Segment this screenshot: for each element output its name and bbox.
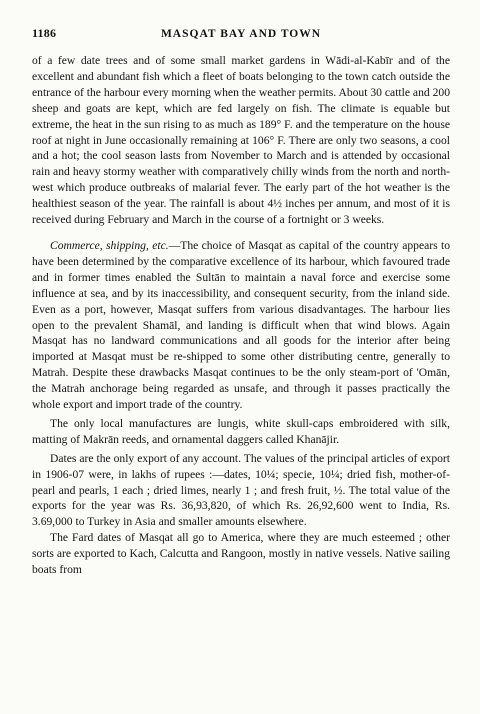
paragraph-dates: The Fard dates of Masqat all go to America, where they are much esteemed ; other sorts are exported to Kach, Calcutta and Rangoon, mostly in native vessels. Native sailing boats from (32, 531, 450, 577)
page-header (32, 26, 450, 41)
paragraph-manufactures: The only local manufactures are lungis, white skull-caps embroidered with silk, matting of Makrān reeds, and ornamental daggers called Khanājir. (32, 416, 450, 446)
running-title: MASQAT BAY AND TOWN (160, 28, 322, 40)
paragraph-climate: of a few date trees and of some small market gardens in Wādi-al-Kabīr and of the excellent and abundant fish which a fleet of boats belonging to the town catch outside the entrance of the harbour every morning when the weather permits. About 30 cattle and 200 sheep and goats are kept, which are fed largely on fish. The climate is equable but extreme, the heat in the sun rising to as much as 189° F. and the temperature on the house roof at night in June occasionally remaining at 106° F. There are only two seasons, a cool and a hot; the cool season lasts from November to March and is attended by occasional rain and heavy stormy weather with comparatively chilly winds from the north and north-west which produce outbreaks of malarial fever. The early part of the hot weather is the healthiest season of the year. The rainfall is about 4½ inches per annum, and most of it is received during February and March in the course of a fortnight or 3 weeks. (32, 54, 450, 227)
paragraph-commerce (32, 238, 450, 413)
paragraph-commerce-text: —The choice of Masqat as capital of the country appears to have been determined by the comparative excellence of its harbour, which favoured trade and in former times enabled the Sultān to maintain a naval force and exercise some influence at sea, and by its inaccessibility, and consequent security, from the inland side. Even as a port, however, Masqat suffers from various disadvantages. The harbour lies open to the prevalent Shamāl, and landing is difficult when that wind blows. Again Masqat has no landward communications and all goods for the interior after being imported at Masqat must be re-shipped to some other distributing centre, generally to Matrah. Despite these drawbacks Masqat continues to be the only steam-port of 'Omān, the Matrah anchorage being regarded as unsafe, and through it passes practically the whole export and import trade of the country. (32, 238, 450, 412)
section-heading-commerce: Commerce, shipping, etc. (50, 238, 169, 252)
page-number: 1186 (32, 26, 57, 40)
paragraph-exports: Dates are the only export of any account. The values of the principal articles of export in 1906-07 were, in lakhs of rupees :—dates, 10¼; specie, 10¼; dried fish, mother-of-pearl and pearls, 1 each ; dried limes, nearly 1 ; and fresh fruit, ½. The total value of the exports for the year was Rs. 36,93,820, of which Rs. 26,92,600 went to India, Rs. 3.69,000 to Turkey in Asia and smaller amounts elsewhere. (32, 451, 450, 529)
